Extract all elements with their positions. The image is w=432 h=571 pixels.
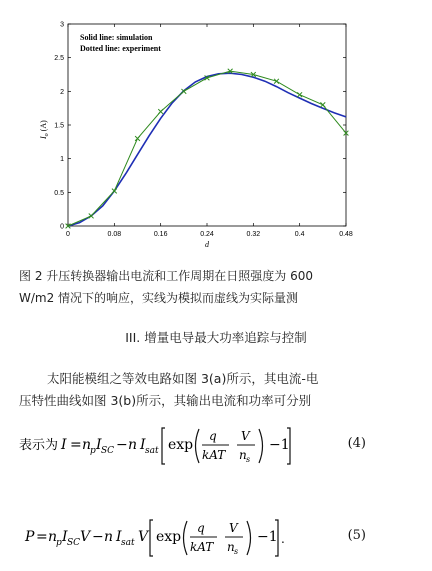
experiment-point xyxy=(158,109,163,114)
equation-4 xyxy=(19,424,424,466)
svg-text:q: q xyxy=(197,521,205,535)
svg-text:.: . xyxy=(281,532,285,546)
simulation-line xyxy=(68,73,346,226)
experiment-point xyxy=(112,189,117,194)
svg-text:exp: exp xyxy=(156,529,182,545)
experiment-point xyxy=(297,92,302,97)
svg-text:−: − xyxy=(116,437,128,453)
eq4-prefix: 表示为 xyxy=(19,438,59,453)
svg-text:p: p xyxy=(90,446,96,456)
svg-text:−1: −1 xyxy=(257,529,278,545)
equation-5-number: (5) xyxy=(347,528,366,543)
y-axis-label: $I_o$ (A) xyxy=(39,120,50,139)
svg-text:n: n xyxy=(82,437,92,453)
y-tick-label: 1 xyxy=(60,156,64,164)
experiment-line xyxy=(68,71,346,226)
figure-caption xyxy=(19,265,419,309)
svg-text:P: P xyxy=(25,529,35,545)
y-tick-label: 1.5 xyxy=(54,122,64,130)
y-tick-label: 0 xyxy=(60,223,64,231)
svg-text:SC: SC xyxy=(101,446,115,456)
svg-text:exp: exp xyxy=(168,437,194,453)
svg-text:I: I xyxy=(116,529,122,545)
x-tick-label: 0.4 xyxy=(294,231,305,238)
legend-entry: Solid line: simulation xyxy=(80,33,153,42)
svg-text:sat: sat xyxy=(121,538,135,548)
y-tick-label: 3 xyxy=(60,21,64,29)
svg-text:V: V xyxy=(80,529,91,545)
svg-text:n: n xyxy=(104,529,114,545)
body-paragraph xyxy=(19,368,419,412)
svg-text:=: = xyxy=(70,437,82,453)
caption-line-2: W/m2 情况下的响应，实线为模拟而虚线为实际量测 xyxy=(19,291,299,305)
svg-text:sat: sat xyxy=(145,446,159,456)
y-tick-label: 2 xyxy=(60,88,64,96)
svg-text:I: I xyxy=(62,529,68,545)
svg-text:−: − xyxy=(92,529,104,545)
svg-text:SC: SC xyxy=(67,538,81,548)
svg-text:n: n xyxy=(48,529,58,545)
svg-text:q: q xyxy=(209,429,217,443)
x-tick-label: 0.16 xyxy=(153,231,168,238)
section-heading: III. 增量电导最大功率追踪与控制 xyxy=(125,330,307,345)
svg-text:kAT: kAT xyxy=(190,540,214,554)
svg-text:−1: −1 xyxy=(269,437,290,453)
svg-text:=: = xyxy=(36,529,48,545)
y-tick-label: 0.5 xyxy=(54,189,64,197)
svg-text:n: n xyxy=(239,448,247,462)
paragraph-line-2: 压特性曲线如图 3(b)所示，其输出电流和功率可分别 xyxy=(19,393,312,408)
experiment-point xyxy=(89,214,94,219)
svg-text:kAT: kAT xyxy=(202,448,226,462)
x-tick-label: 0.48 xyxy=(339,231,353,238)
x-tick-label: 0.08 xyxy=(107,231,122,238)
svg-text:V: V xyxy=(229,521,238,535)
svg-text:n: n xyxy=(128,437,138,453)
x-tick-label: 0 xyxy=(66,231,70,238)
x-axis-label: d xyxy=(205,240,209,249)
current-vs-duty-chart xyxy=(0,0,432,260)
svg-text:s: s xyxy=(246,455,251,464)
experiment-point xyxy=(135,136,140,141)
svg-text:I: I xyxy=(61,437,67,453)
svg-text:V: V xyxy=(241,429,250,443)
equation-5 xyxy=(19,516,424,558)
svg-text:I: I xyxy=(96,437,102,453)
experiment-point xyxy=(320,102,325,107)
equation-5-formula xyxy=(19,516,349,558)
legend-entry: Dotted line: experiment xyxy=(80,44,161,53)
x-tick-label: 0.24 xyxy=(200,231,214,238)
svg-text:V: V xyxy=(138,529,149,545)
caption-line-1: 图 2 升压转换器输出电流和工作周期在日照强度为 600 xyxy=(19,269,313,283)
equation-4-number: (4) xyxy=(347,436,366,451)
y-tick-label: 2.5 xyxy=(54,55,64,63)
x-tick-label: 0.32 xyxy=(246,231,261,238)
equation-4-formula xyxy=(19,424,349,466)
svg-text:n: n xyxy=(227,540,235,554)
svg-text:I: I xyxy=(140,437,146,453)
svg-text:s: s xyxy=(234,547,239,556)
svg-text:p: p xyxy=(56,538,62,548)
paragraph-line-1: 太阳能模组之等效电路如图 3(a)所示，其电流-电 xyxy=(47,371,319,386)
